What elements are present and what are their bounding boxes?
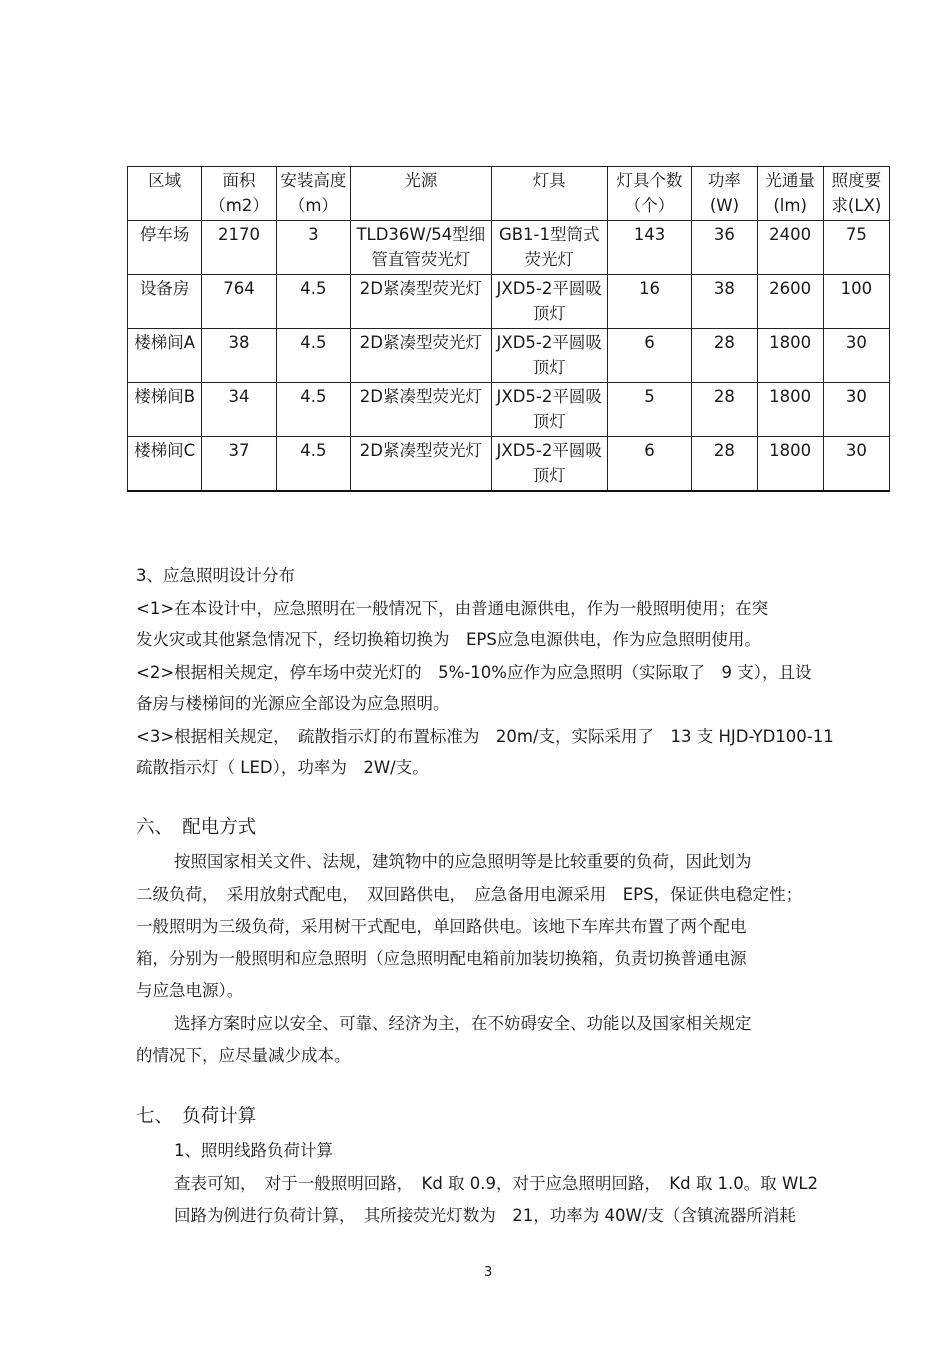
paragraph-line: 按照国家相关文件、法规，建筑物中的应急照明等是比较重要的负荷，因此划为 bbox=[174, 852, 752, 871]
table-row bbox=[128, 221, 890, 275]
cell-height: 4.5 bbox=[276, 329, 350, 383]
cell-power: 28 bbox=[692, 383, 757, 437]
cell-lux: 30 bbox=[823, 437, 889, 492]
header-cell: 面积（m2） bbox=[202, 167, 276, 221]
header-cell: 光源 bbox=[351, 167, 492, 221]
cell-lux: 75 bbox=[823, 221, 889, 275]
cell-region: 楼梯间B bbox=[128, 383, 202, 437]
lighting-spec-table bbox=[127, 166, 890, 492]
paragraph-line: 查表可知， 对于一般照明回路， Kd 取 0.9，对于应急照明回路， Kd 取 1.0。取 WL2 bbox=[174, 1174, 819, 1193]
table-row bbox=[128, 437, 890, 492]
paragraph-line: 疏散指示灯（ LED），功率为 2W/支。 bbox=[136, 758, 429, 777]
page-number: 3 bbox=[484, 1265, 493, 1280]
cell-count: 143 bbox=[607, 221, 692, 275]
cell-lamp: JXD5-2平圆吸顶灯 bbox=[491, 437, 607, 492]
cell-flux: 1800 bbox=[757, 383, 823, 437]
cell-power: 36 bbox=[692, 221, 757, 275]
section-heading: 六、 配电方式 bbox=[136, 817, 257, 838]
cell-lamp: JXD5-2平圆吸顶灯 bbox=[491, 275, 607, 329]
paragraph-line: 箱，分别为一般照明和应急照明（应急照明配电箱前加装切换箱，负责切换普通电源 bbox=[136, 949, 747, 968]
cell-source: 2D紧凑型荧光灯 bbox=[351, 275, 492, 329]
table-row bbox=[128, 275, 890, 329]
cell-source: 2D紧凑型荧光灯 bbox=[351, 329, 492, 383]
table-row bbox=[128, 383, 890, 437]
cell-count: 16 bbox=[607, 275, 692, 329]
cell-count: 6 bbox=[607, 437, 692, 492]
cell-area: 764 bbox=[202, 275, 276, 329]
cell-lamp: JXD5-2平圆吸顶灯 bbox=[491, 329, 607, 383]
paragraph-line: 发火灾或其他紧急情况下，经切换箱切换为 EPS应急电源供电，作为应急照明使用。 bbox=[136, 630, 761, 649]
cell-lux: 30 bbox=[823, 383, 889, 437]
cell-area: 38 bbox=[202, 329, 276, 383]
header-cell: 区域 bbox=[128, 167, 202, 221]
cell-power: 28 bbox=[692, 329, 757, 383]
cell-region: 设备房 bbox=[128, 275, 202, 329]
paragraph-line: 一般照明为三级负荷，采用树干式配电，单回路供电。该地下车库共布置了两个配电 bbox=[136, 917, 747, 936]
cell-flux: 1800 bbox=[757, 329, 823, 383]
header-cell: 照度要求(LX) bbox=[823, 167, 889, 221]
cell-height: 4.5 bbox=[276, 437, 350, 492]
cell-power: 28 bbox=[692, 437, 757, 492]
cell-lamp: JXD5-2平圆吸顶灯 bbox=[491, 383, 607, 437]
emergency-title: 3、应急照明设计分布 bbox=[136, 566, 295, 585]
paragraph-line: 备房与楼梯间的光源应全部设为应急照明。 bbox=[136, 694, 450, 713]
header-cell: 功率(W) bbox=[692, 167, 757, 221]
cell-power: 38 bbox=[692, 275, 757, 329]
cell-region: 楼梯间A bbox=[128, 329, 202, 383]
cell-flux: 2400 bbox=[757, 221, 823, 275]
section-heading: 七、 负荷计算 bbox=[136, 1106, 257, 1127]
paragraph-line: <1>在本设计中，应急照明在一般情况下，由普通电源供电，作为一般照明使用；在突 bbox=[136, 599, 769, 618]
cell-area: 2170 bbox=[202, 221, 276, 275]
header-cell: 光通量(lm) bbox=[757, 167, 823, 221]
cell-height: 4.5 bbox=[276, 275, 350, 329]
paragraph-line: 回路为例进行负荷计算， 其所接荧光灯数为 21，功率为 40W/支（含镇流器所消耗 bbox=[174, 1206, 796, 1225]
cell-height: 4.5 bbox=[276, 383, 350, 437]
header-cell: 灯具个数（个） bbox=[607, 167, 692, 221]
cell-flux: 1800 bbox=[757, 437, 823, 492]
header-cell: 安装高度（m） bbox=[276, 167, 350, 221]
paragraph-line: 与应急电源）。 bbox=[136, 981, 244, 1000]
cell-lux: 30 bbox=[823, 329, 889, 383]
cell-area: 37 bbox=[202, 437, 276, 492]
cell-count: 6 bbox=[607, 329, 692, 383]
cell-lamp: GB1-1型筒式荧光灯 bbox=[491, 221, 607, 275]
cell-flux: 2600 bbox=[757, 275, 823, 329]
paragraph-line: 二级负荷， 采用放射式配电， 双回路供电， 应急备用电源采用 EPS，保证供电稳定性； bbox=[136, 885, 803, 904]
paragraph-line: <2>根据相关规定，停车场中荧光灯的 5%-10%应作为应急照明（实际取了 9 支），且设 bbox=[136, 663, 812, 682]
cell-area: 34 bbox=[202, 383, 276, 437]
cell-source: TLD36W/54型细管直管荧光灯 bbox=[351, 221, 492, 275]
header-cell: 灯具 bbox=[491, 167, 607, 221]
subheading: 1、照明线路负荷计算 bbox=[174, 1141, 333, 1160]
cell-count: 5 bbox=[607, 383, 692, 437]
table-header-row bbox=[128, 167, 890, 221]
table-row bbox=[128, 329, 890, 383]
cell-height: 3 bbox=[276, 221, 350, 275]
paragraph-line: 选择方案时应以安全、可靠、经济为主，在不妨碍安全、功能以及国家相关规定 bbox=[174, 1014, 752, 1033]
paragraph-line: 的情况下，应尽量减少成本。 bbox=[136, 1046, 351, 1065]
cell-region: 停车场 bbox=[128, 221, 202, 275]
cell-source: 2D紧凑型荧光灯 bbox=[351, 437, 492, 492]
paragraph-line: <3>根据相关规定， 疏散指示灯的布置标准为 20m/支，实际采用了 13 支 HJD-YD100-11 bbox=[136, 727, 834, 746]
cell-lux: 100 bbox=[823, 275, 889, 329]
cell-source: 2D紧凑型荧光灯 bbox=[351, 383, 492, 437]
cell-region: 楼梯间C bbox=[128, 437, 202, 492]
